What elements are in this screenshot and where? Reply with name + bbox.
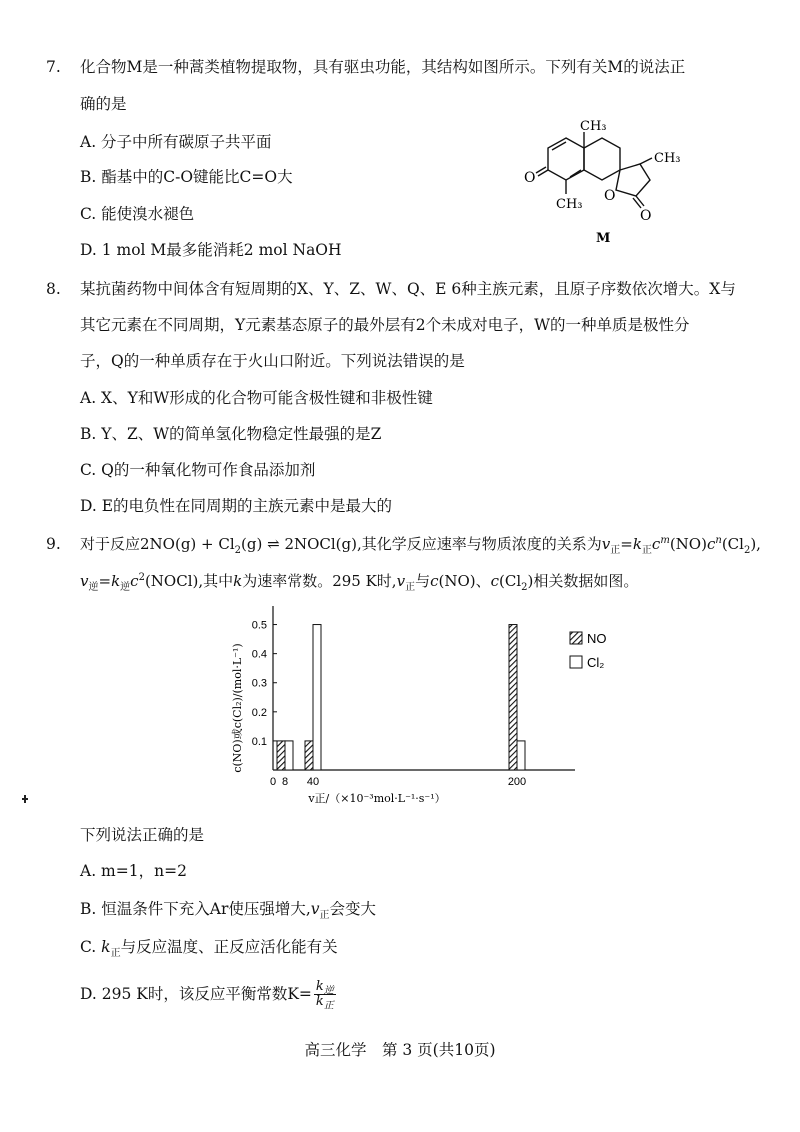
- q8-option-a: A. X、Y和W形成的化合物可能含极性键和非极性键: [80, 389, 433, 407]
- q8-stem-line3: 子，Q的一种单质存在于火山口附近。下列说法错误的是: [80, 352, 465, 370]
- chart-x-tick-label: 40: [306, 776, 320, 788]
- q7-option-b: B. 酯基中的C-O键能比C=O大: [80, 168, 293, 186]
- chart-bar-no: [277, 741, 285, 770]
- q9-prompt: 下列说法正确的是: [80, 826, 205, 844]
- chart-x-tick-label: 0: [269, 776, 277, 788]
- chart-x-axis-label: v正/（×10⁻³mol·L⁻¹·s⁻¹）: [308, 792, 446, 805]
- q9-option-b: B. 恒温条件下充入Ar使压强增大$,v_正$会变大: [80, 900, 377, 922]
- q8-option-c: C. Q的一种氧化物可作食品添加剂: [80, 461, 316, 479]
- q7-number: 7.: [46, 58, 61, 76]
- q8-option-b: B. Y、Z、W的简单氢化物稳定性最强的是Z: [80, 425, 382, 443]
- chart-y-tick-label: 0.1: [251, 735, 267, 748]
- q8-number: 8.: [46, 280, 61, 298]
- q7-option-d: D. 1 mol M最多能消耗2 mol NaOH: [80, 241, 342, 259]
- chart-y-tick-label: 0.2: [251, 706, 267, 719]
- q7-stem-line1: 化合物M是一种蒿类植物提取物，具有驱虫功能，其结构如图所示。下列有关M的说法正: [80, 58, 686, 76]
- chart-bar-cl2: [517, 741, 525, 770]
- q8-stem-line2: 其它元素在不同周期，Y元素基态原子的最外层有2个未成对电子，W的一种单质是极性分: [80, 316, 690, 334]
- chart-bar-cl2: [313, 625, 321, 770]
- rate-concentration-chart: [225, 600, 645, 815]
- chart-bar-no: [509, 625, 517, 770]
- q9-number: 9.: [46, 535, 61, 553]
- mol-label-o-carbonyl: O: [640, 208, 652, 224]
- q9-option-d: D. 295 K时，该反应平衡常数K= $\frac{k_逆}{k_正}$: [80, 979, 334, 1012]
- q7-option-c: C. 能使溴水褪色: [80, 205, 195, 223]
- page-footer: 高三化学 第 3 页(共10页): [304, 1041, 496, 1059]
- legend-label: NO: [587, 631, 607, 646]
- q7-option-a: A. 分子中所有碳原子共平面: [80, 133, 272, 151]
- chart-bar-no: [305, 741, 313, 770]
- q9-stem-line1: 对于反应$2NO(g) + Cl_2(g)$ ⇌ 2NOCl(g),其化学反应速率与物质浓度的关系为$v_正=k_正c^m(NO)c^n(Cl_2)$,: [80, 535, 761, 556]
- chart-bar-cl2: [285, 741, 293, 770]
- legend-swatch-cl2: [570, 656, 582, 668]
- mol-label-o-keto: O: [524, 170, 536, 186]
- q9-option-a: A. m=1，n=2: [80, 862, 187, 880]
- mol-label-ch3-top: CH₃: [580, 119, 607, 134]
- molecule-m-structure: [518, 118, 703, 268]
- legend-label: Cl₂: [587, 655, 605, 670]
- q9-stem-line2: $v_逆=k_逆c^2(NOCl)$,其中k为速率常数。295 K时$,v_正$与c(NO)、$c(Cl_2)$相关数据如图。: [80, 572, 639, 593]
- legend-swatch-no: [570, 632, 582, 644]
- q8-stem-line1: 某抗菌药物中间体含有短周期的X、Y、Z、W、Q、E 6种主族元素，且原子序数依次增大。X与: [80, 280, 736, 298]
- q9-option-c: C. $k_正$与反应温度、正反应活化能有关: [80, 938, 338, 960]
- q8-option-d: D. E的电负性在同周期的主族元素中是最大的: [80, 497, 393, 515]
- mol-label-ch3-right: CH₃: [654, 151, 681, 166]
- chart-y-axis-label: c(NO)或c(Cl₂)/(mol·L⁻¹): [231, 643, 244, 773]
- chart-y-tick-label: 0.5: [251, 619, 267, 632]
- equilibrium-fraction: $\frac{k_逆}{k_正}$: [315, 979, 334, 1012]
- q7-stem-line2: 确的是: [80, 95, 127, 113]
- mol-label-ch3-bottom: CH₃: [556, 197, 583, 212]
- mol-label-o-ring: O: [604, 188, 616, 204]
- chart-x-tick-label: 200: [507, 776, 527, 788]
- chart-y-tick-label: 0.4: [251, 648, 267, 661]
- mol-label-m: M: [596, 231, 611, 246]
- chart-y-tick-label: 0.3: [251, 677, 267, 690]
- chart-x-tick-label: 8: [281, 776, 289, 788]
- margin-mark-vertical: [24, 795, 26, 803]
